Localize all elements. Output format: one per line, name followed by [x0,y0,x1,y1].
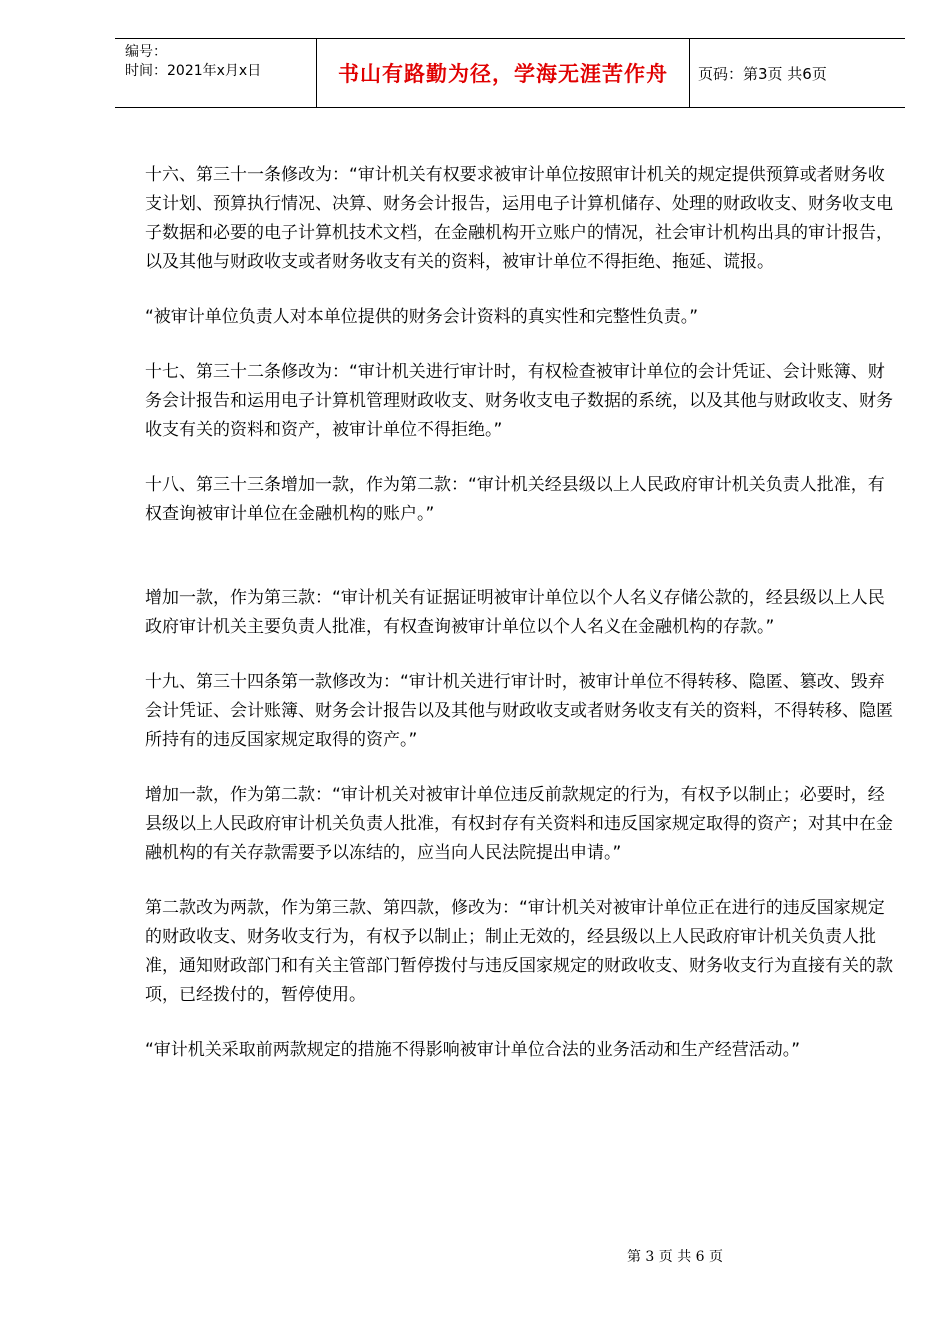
paragraph-16: 十六、第三十一条修改为：“审计机关有权要求被审计单位按照审计机关的规定提供预算或者财务收支计划、预算执行情况、决算、财务会计报告，运用电子计算机储存、处理的财政收支、财务收支电子数据和必要的电子计算机技术文档，在金融机构开立账户的情况，社会审计机构出具的审计报告，以及其他与财政收支或者财务收支有关的资料，被审计单位不得拒绝、拖延、谎报。 [145,165,893,272]
time-label: 时间：2021年x月x日 [125,63,262,79]
paragraph-17: 十七、第三十二条修改为：“审计机关进行审计时，有权检查被审计单位的会计凭证、会计账簿、财务会计报告和运用电子计算机管理财政收支、财务收支电子数据的系统，以及其他与财政收支、财务收支有关的资料和资产，被审计单位不得拒绝。” [145,362,893,440]
page-footer: 第 3 页 共 6 页 [626,1249,724,1265]
paragraph-19-addition: 增加一款，作为第二款：“审计机关对被审计单位违反前款规定的行为，有权予以制止；必要时，经县级以上人民政府审计机关负责人批准，有权封存有关资料和违反国家规定取得的资产；对其中在金融机构的有关存款需要予以冻结的，应当向人民法院提出申请。” [145,785,893,863]
document-body [145,161,900,1065]
paragraph-16-clause: “被审计单位负责人对本单位提供的财务会计资料的真实性和完整性负责。” [145,307,699,327]
paragraph-19-second-clause: 第二款改为两款，作为第三款、第四款，修改为：“审计机关对被审计单位正在进行的违反国家规定的财政收支、财务收支行为，有权予以制止；制止无效的，经县级以上人民政府审计机关负责人批准，通知财政部门和有关主管部门暂停拨付与违反国家规定的财政收支、财务收支行为直接有关的款项，已经拨付的，暂停使用。 [145,898,893,1005]
page-header [115,38,905,108]
header-motto: 书山有路勤为径，学海无涯苦作舟 [316,39,690,107]
header-meta [115,39,316,107]
paragraph-19: 十九、第三十四条第一款修改为：“审计机关进行审计时，被审计单位不得转移、隐匿、篡改、毁弃会计凭证、会计账簿、财务会计报告以及其他与财政收支或者财务收支有关的资料，不得转移、隐匿所持有的违反国家规定取得的资产。” [145,672,893,750]
paragraph-18: 十八、第三十三条增加一款，作为第二款：“审计机关经县级以上人民政府审计机关负责人批准，有权查询被审计单位在金融机构的账户。” [145,475,885,524]
header-page-info: 页码：第3页 共6页 [698,64,827,83]
number-label: 编号： [125,44,167,60]
paragraph-19-final: “审计机关采取前两款规定的措施不得影响被审计单位合法的业务活动和生产经营活动。” [145,1040,801,1060]
paragraph-18-addition: 增加一款，作为第三款：“审计机关有证据证明被审计单位以个人名义存储公款的，经县级以上人民政府审计机关主要负责人批准，有权查询被审计单位以个人名义在金融机构的存款。” [145,588,885,637]
